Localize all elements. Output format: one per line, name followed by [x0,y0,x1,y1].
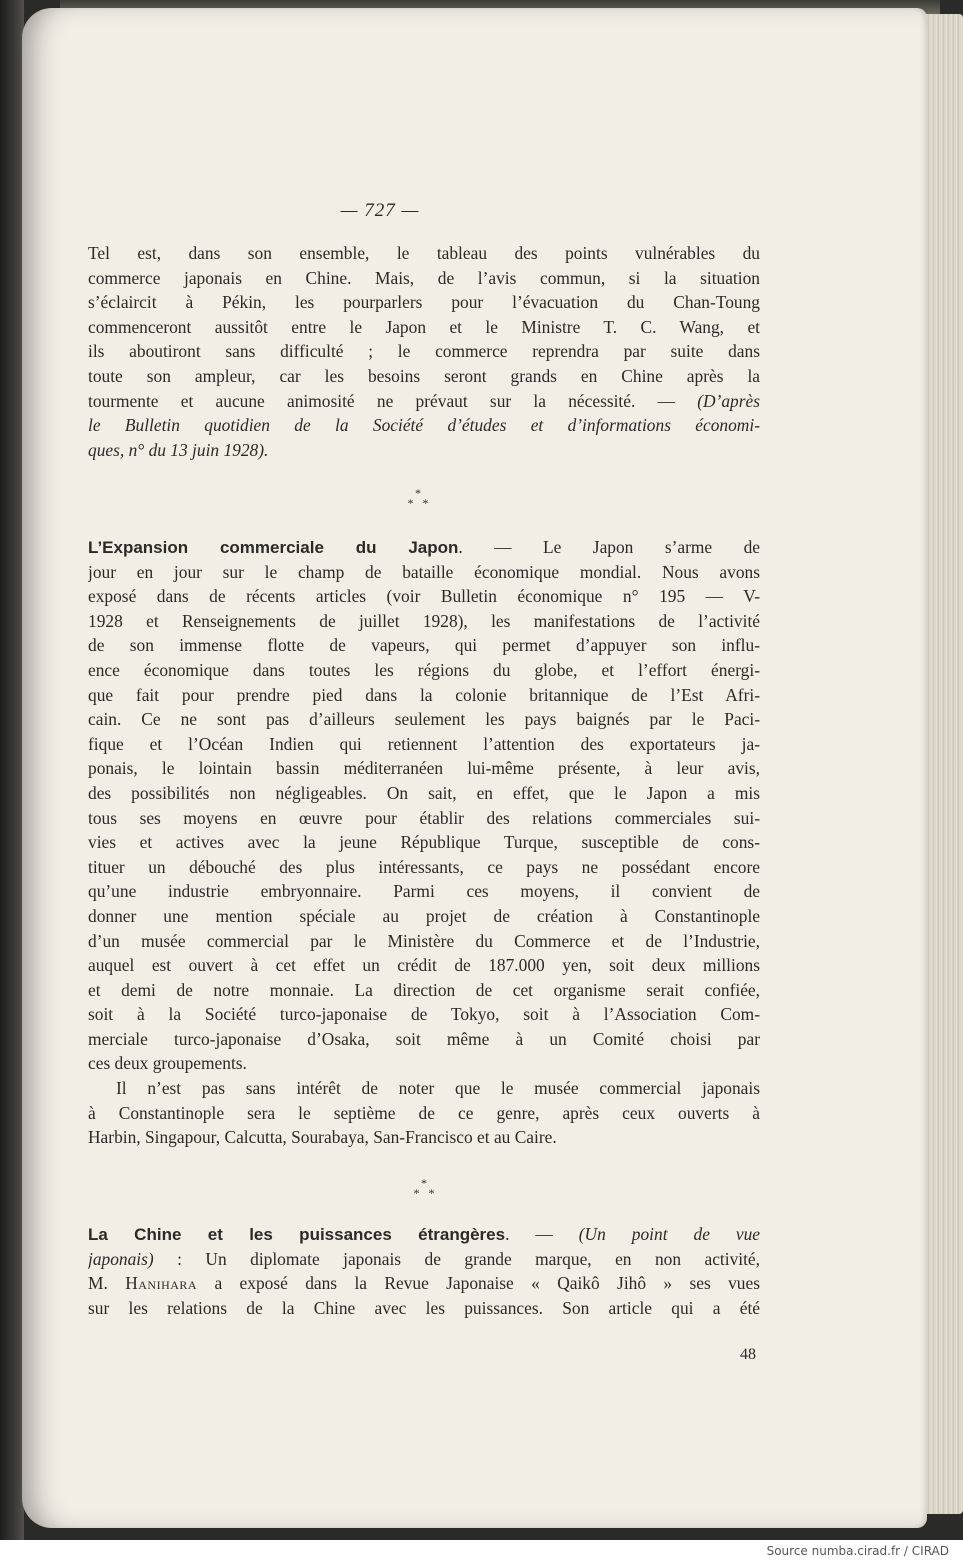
text-line: à Constantinople sera le septième de ce genre, après ceux ouverts à [88,1102,760,1123]
text-line: tituer un débouché des plus intéressants, ce pays ne possédant encore [88,856,760,877]
text-line: cain. Ce ne sont pas d’ailleurs seulement les pays baignés par le Paci- [88,709,760,730]
text-line: ces deux groupements. [88,1053,247,1074]
text-line: M. Hanihara a exposé dans la Revue Japonaise « Qaikô Jihô » ses vues [88,1273,760,1294]
text-line: commerce japonais en Chine. Mais, de l’avis commun, si la situation [88,267,760,288]
text-line: que fait pour prendre pied dans la colonie britannique de l’Est Afri- [88,684,760,705]
text-line: toute son ampleur, car les besoins seront grands en Chine après la [88,365,760,386]
text-line: fique et l’Océan Indien qui retiennent l’attention des exportateurs ja- [88,733,760,754]
lead-text: . — Le Japon s’arme de [458,537,760,557]
separator-star: * [415,486,421,500]
text-line: donner une mention spéciale au projet de création à Constantinople [88,905,760,926]
article-china-powers [88,1222,760,1320]
paragraph-museum-note [88,1076,760,1150]
text-line: le Bulletin quotidien de la Société d’études et d’informations économi- [88,415,760,436]
text-line: auquel est ouvert à cet effet un crédit de 187.000 yen, soit deux millions [88,955,760,976]
source-credit: Source numba.cirad.fr / CIRAD [766,1544,949,1558]
article-japan-expansion [88,535,760,1076]
text-line: ponais, le lointain bassin méditerranéen lui-même présente, à leur avis, [88,758,760,779]
page-number: — 727 — [340,200,420,221]
text-line: qu’une industrie embryonnaire. Parmi ces moyens, il convient de [88,881,760,902]
text-line [88,389,760,414]
section-separator [388,488,448,508]
separator-star: * [421,1176,427,1190]
text-line: 1928 et Renseignements de juillet 1928), les manifestations de l’activité [88,610,760,631]
separator-stars: * * [407,496,429,510]
text-line: japonais) : Un diplomate japonais de grande marque, en non activité, [88,1248,760,1269]
text-line: La Chine et les puissances étrangères. — (Un point de vue [88,1224,760,1244]
text-line: sur les relations de la Chine avec les puissances. Son article qui a été [88,1297,760,1318]
text-line: et demi de notre monnaie. La direction de cet organisme serait confiée, [88,979,760,1000]
text-line: soit à la Société turco-japonaise de Tokyo, soit à l’Association Com- [88,1004,760,1025]
text-line: jour en jour sur le champ de bataille économique mondial. Nous avons [88,561,760,582]
text-line [88,535,760,560]
text-line: Harbin, Singapour, Calcutta, Sourabaya, San-Francisco et au Caire. [88,1127,557,1148]
separator-stars: * * [413,1186,435,1200]
text-line: d’un musée commercial par le Ministère du Commerce et de l’Industrie, [88,930,760,951]
text-line: commenceront aussitôt entre le Japon et le Ministre T. C. Wang, et [88,316,760,337]
section-heading: La Chine et les puissances étrangères [88,1225,506,1244]
text-line: exposé dans de récents articles (voir Bulletin économique n° 195 — V- [88,586,760,607]
text-line: merciale turco-japonaise d’Osaka, soit même à un Comité choisi par [88,1028,760,1049]
book-cover-edge [0,0,24,1540]
text-line: ques, n° du 13 juin 1928). [88,439,269,460]
text-line: Il n’est pas sans intérêt de noter que le musée commercial japonais [116,1078,760,1098]
text-line: vies et actives avec la jeune République Turque, susceptible de cons- [88,832,760,853]
line-text: tourmente et aucune animosité ne prévaut sur la nécessité. — [88,390,698,411]
text-line: ence économique dans toutes les régions du globe, et l’effort énergi- [88,659,760,680]
paragraph-trade-vulnerabilities [88,241,760,462]
text-line: s’éclaircit à Pékin, les pourparlers pour l’évacuation du Chan-Toung [88,292,760,313]
source-citation: (D’après [697,390,760,411]
text-line: tous ses moyens en œuvre pour établir des relations commerciales sui- [88,807,760,828]
text-line: ils aboutiront sans difficulté ; le commerce reprendra par suite dans [88,341,760,362]
section-heading: L’Expansion commerciale du Japon [88,538,459,557]
text-line: de son immense flotte de vapeurs, qui permet d’appuyer son influ- [88,635,760,656]
section-separator-2 [394,1178,454,1198]
text-line: Tel est, dans son ensemble, le tableau des points vulnérables du [88,243,760,263]
signature-mark: 48 [740,1346,756,1363]
text-line: des possibilités non négligeables. On sait, en effet, que le Japon a mis [88,782,760,803]
